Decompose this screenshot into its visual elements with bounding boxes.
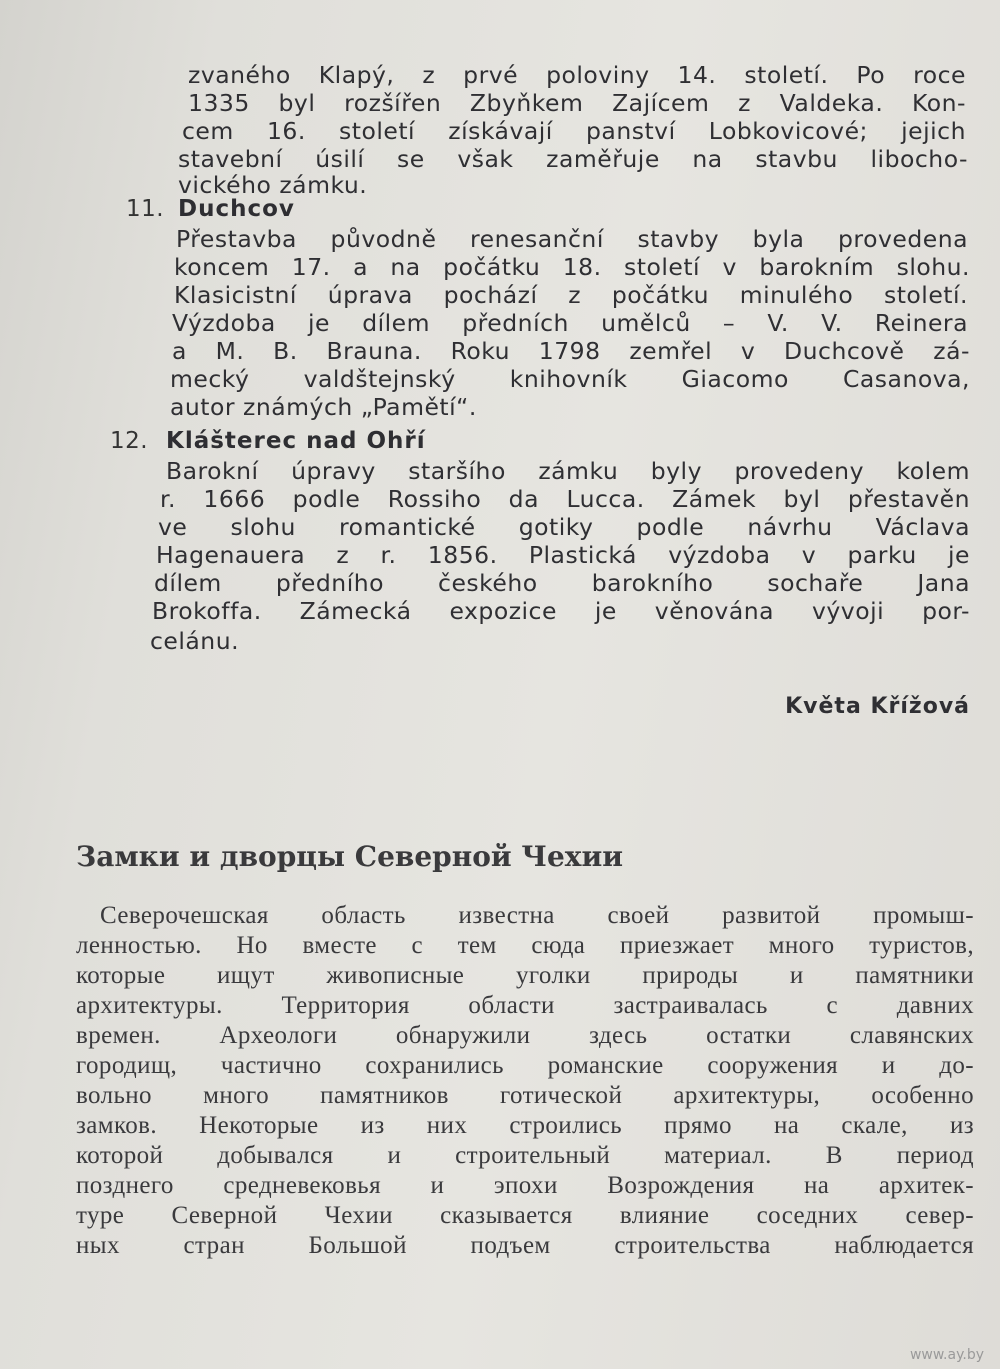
text-line: vického zámku.	[178, 172, 368, 198]
text-line: архитектуры. Территория области застраивалась с давних	[76, 992, 974, 1019]
text-line: ve slohu romantické gotiky podle návrhu Václava	[158, 514, 970, 540]
text-line: Brokoffa. Zámecká expozice je věnována vývoji por-	[152, 598, 970, 624]
text-line: ных стран Большой подъем строительства наблюдается	[76, 1232, 974, 1259]
section-number: 11.	[126, 196, 165, 222]
text-line: замков. Некоторые из них строились прямо на скале, из	[76, 1112, 974, 1139]
text-line: 1335 byl rozšířen Zbyňkem Zajícem z Valdeka. Kon-	[188, 90, 966, 116]
text-line: туре Северной Чехии сказывается влияние соседних север-	[76, 1202, 974, 1229]
text-line: koncem 17. a na počátku 18. století v barokním slohu.	[174, 254, 970, 280]
section-title-duchcov: Duchcov	[178, 196, 295, 222]
author-signature: Květa Křížová	[785, 694, 970, 719]
text-line: вольно много памятников готической архитектуры, особенно	[76, 1082, 974, 1109]
text-line: Hagenauera z r. 1856. Plastická výzdoba v parku je	[156, 542, 970, 568]
text-line: Barokní úpravy staršího zámku byly provedeny kolem	[166, 458, 970, 484]
text-line: ленностью. Но вместе с тем сюда приезжает много туристов,	[76, 932, 974, 959]
text-line: mecký valdštejnský knihovník Giacomo Casanova,	[170, 366, 970, 392]
text-line: которые ищут живописные уголки природы и памятники	[76, 962, 974, 989]
text-line: zvaného Klapý, z prvé poloviny 14. století. Po roce	[188, 62, 966, 88]
section-number: 12.	[110, 428, 149, 454]
section-title-klasterec: Klášterec nad Ohří	[166, 428, 426, 454]
text-line: Klasicistní úprava pochází z počátku minulého století.	[174, 282, 968, 308]
text-line: Přestavba původně renesanční stavby byla provedena	[176, 226, 968, 252]
text-line: dílem předního českého barokního sochaře Jana	[154, 570, 970, 596]
text-line: которой добывался и строительный материал. В период	[76, 1142, 974, 1169]
text-line: celánu.	[150, 628, 240, 654]
watermark: www.ay.by	[909, 1347, 984, 1363]
text-line: Северочешская область известна своей развитой промыш-	[100, 902, 974, 929]
text-line: cem 16. století získávají panství Lobkovicové; jejich	[182, 118, 966, 144]
text-line: stavební úsilí se však zaměřuje na stavbu libocho-	[178, 146, 968, 172]
text-line: времен. Археологи обнаружили здесь остатки славянских	[76, 1022, 974, 1049]
text-line: autor známých „Pamětí“.	[170, 394, 477, 420]
text-line: r. 1666 podle Rossiho da Lucca. Zámek byl přestavěn	[160, 486, 970, 512]
text-line: городищ, частично сохранились романские сооружения и до-	[76, 1052, 974, 1079]
text-line: позднего средневековья и эпохи Возрождения на архитек-	[76, 1172, 974, 1199]
page-title: Замки и дворцы Северной Чехии	[76, 840, 624, 873]
text-line: Výzdoba je dílem předních umělců – V. V. Reinera	[172, 310, 968, 336]
text-line: a M. B. Brauna. Roku 1798 zemřel v Duchcově zá-	[172, 338, 970, 364]
